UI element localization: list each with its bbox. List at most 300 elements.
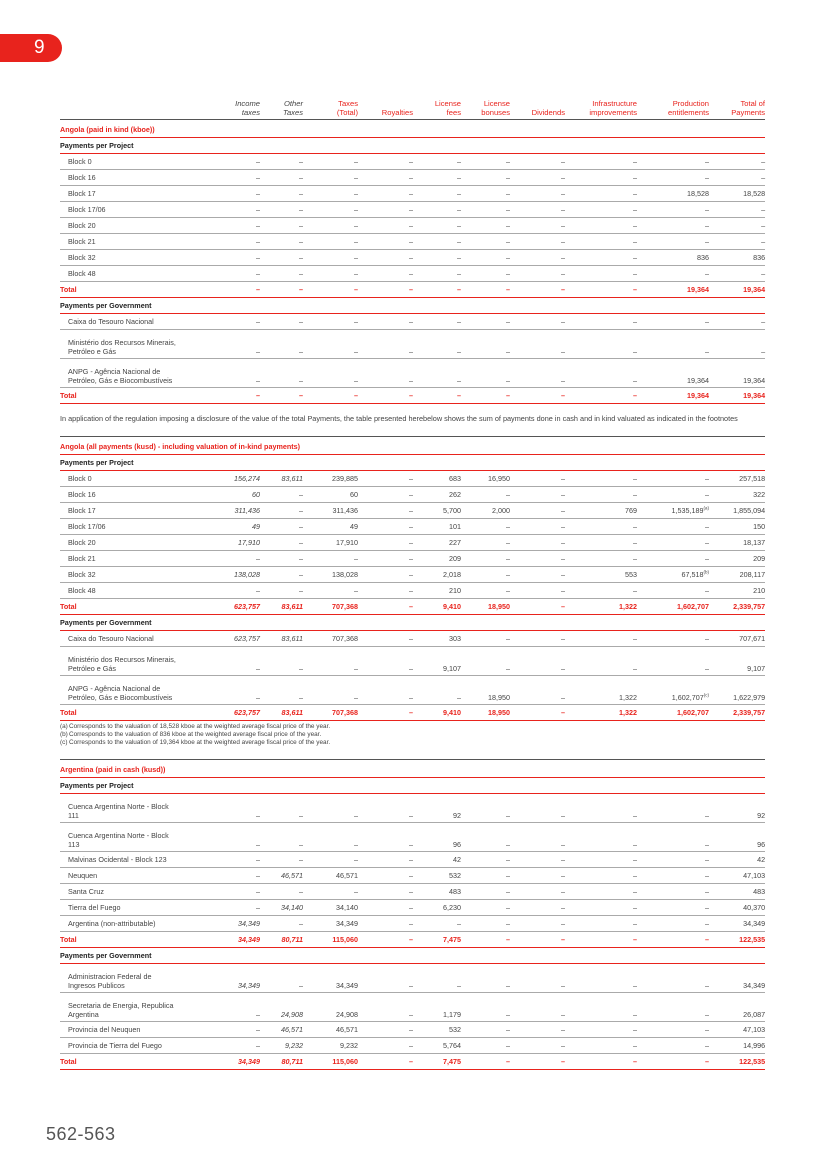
value-cell: – — [565, 250, 637, 266]
value-cell: – — [637, 883, 709, 899]
value-cell: – — [358, 502, 413, 518]
value-cell: – — [303, 266, 358, 282]
value-cell: – — [358, 675, 413, 704]
value-cell: 150 — [709, 518, 765, 534]
row-label: Argentina (non-attributable) — [60, 915, 217, 931]
government-row — [60, 359, 765, 388]
project-row — [60, 154, 765, 170]
value-cell: – — [217, 851, 260, 867]
row-label: Neuquen — [60, 867, 217, 883]
value-cell: – — [303, 154, 358, 170]
value-cell: – — [637, 234, 709, 250]
value-cell: 46,571 — [303, 867, 358, 883]
value-cell: – — [565, 470, 637, 486]
total-label: Total — [60, 282, 217, 298]
value-cell: 17,910 — [303, 534, 358, 550]
value-cell: – — [461, 359, 510, 388]
total-value: 18,950 — [461, 704, 510, 720]
total-value: – — [217, 282, 260, 298]
value-cell: – — [565, 534, 637, 550]
total-value: 623,757 — [217, 704, 260, 720]
value-cell: 60 — [303, 486, 358, 502]
angola-all-payments-table — [60, 436, 765, 721]
value-cell: 483 — [413, 883, 461, 899]
total-value: 9,410 — [413, 704, 461, 720]
value-cell: 303 — [413, 630, 461, 646]
total-value: 623,757 — [217, 598, 260, 614]
value-cell: 769 — [565, 502, 637, 518]
total-value: 122,535 — [709, 1053, 765, 1069]
value-cell: – — [637, 915, 709, 931]
value-cell: – — [413, 314, 461, 330]
value-cell: – — [461, 582, 510, 598]
value-cell: – — [565, 851, 637, 867]
value-cell: – — [565, 582, 637, 598]
value-cell: 5,700 — [413, 502, 461, 518]
value-cell: – — [260, 550, 303, 566]
value-cell: – — [461, 518, 510, 534]
project-row — [60, 883, 765, 899]
value-cell: – — [358, 470, 413, 486]
value-cell: – — [565, 234, 637, 250]
total-row — [60, 931, 765, 947]
project-row — [60, 518, 765, 534]
value-cell: – — [565, 963, 637, 992]
value-cell: – — [565, 899, 637, 915]
value-cell: – — [637, 154, 709, 170]
total-value: 19,364 — [709, 282, 765, 298]
project-row — [60, 550, 765, 566]
value-cell: – — [358, 915, 413, 931]
total-label: Total — [60, 1053, 217, 1069]
total-value: – — [303, 282, 358, 298]
row-label: Caixa do Tesouro Nacional — [60, 630, 217, 646]
value-cell: – — [510, 822, 565, 851]
value-cell: – — [260, 186, 303, 202]
col-taxes-total: Taxes (Total) — [336, 99, 358, 117]
row-label: Provincia de Tierra del Fuego — [60, 1037, 217, 1053]
value-cell: – — [510, 646, 565, 675]
value-cell: 46,571 — [260, 1021, 303, 1037]
value-cell: – — [358, 186, 413, 202]
value-cell: – — [358, 202, 413, 218]
value-cell: – — [358, 534, 413, 550]
value-cell: – — [637, 486, 709, 502]
total-value: 707,368 — [303, 598, 358, 614]
project-row — [60, 582, 765, 598]
value-cell: – — [637, 963, 709, 992]
value-cell: 16,950 — [461, 470, 510, 486]
value-cell: – — [303, 330, 358, 359]
value-cell: – — [413, 359, 461, 388]
total-label: Total — [60, 598, 217, 614]
value-cell: – — [565, 1037, 637, 1053]
value-cell: – — [461, 793, 510, 822]
value-cell: – — [260, 359, 303, 388]
value-cell: – — [637, 867, 709, 883]
col-infrastructure: Infrastructure improvements — [589, 99, 637, 117]
argentina-table — [60, 759, 765, 1070]
page-number-tab — [0, 34, 62, 62]
value-cell: – — [461, 314, 510, 330]
value-cell: 311,436 — [303, 502, 358, 518]
payments-per-project — [60, 454, 765, 470]
payments-per-government — [60, 614, 765, 630]
total-value: 1,602,707 — [637, 704, 709, 720]
value-cell: 532 — [413, 867, 461, 883]
total-value: – — [565, 1053, 637, 1069]
project-row — [60, 822, 765, 851]
value-cell: – — [358, 851, 413, 867]
value-cell: – — [565, 630, 637, 646]
value-cell: – — [303, 851, 358, 867]
value-cell: – — [358, 899, 413, 915]
value-cell: – — [637, 314, 709, 330]
value-cell: 42 — [413, 851, 461, 867]
value-cell: 707,368 — [303, 630, 358, 646]
value-cell: – — [510, 851, 565, 867]
value-cell: – — [217, 170, 260, 186]
value-cell: – — [637, 218, 709, 234]
payments-report — [60, 99, 765, 1070]
value-cell: – — [709, 218, 765, 234]
value-cell: – — [565, 992, 637, 1021]
value-cell: – — [461, 963, 510, 992]
total-value: – — [637, 931, 709, 947]
value-cell: 9,232 — [260, 1037, 303, 1053]
value-cell: – — [358, 793, 413, 822]
value-cell: 1,322 — [565, 675, 637, 704]
value-cell: – — [217, 899, 260, 915]
value-cell: – — [303, 170, 358, 186]
value-cell: 18,950 — [461, 675, 510, 704]
value-cell: 210 — [413, 582, 461, 598]
value-cell: 96 — [413, 822, 461, 851]
col-royalties: Royalties — [381, 108, 413, 117]
project-row — [60, 566, 765, 582]
project-row — [60, 867, 765, 883]
value-cell: – — [510, 675, 565, 704]
value-cell: 34,349 — [217, 915, 260, 931]
value-cell: – — [260, 202, 303, 218]
value-cell: 156,274 — [217, 470, 260, 486]
value-cell: 49 — [217, 518, 260, 534]
value-cell: – — [303, 186, 358, 202]
value-cell: – — [260, 915, 303, 931]
total-value: 83,611 — [260, 598, 303, 614]
value-cell: – — [510, 154, 565, 170]
value-cell: – — [260, 534, 303, 550]
value-cell: – — [565, 314, 637, 330]
total-value: 707,368 — [303, 704, 358, 720]
value-cell: 34,140 — [260, 899, 303, 915]
row-label: Provincia del Neuquen — [60, 1021, 217, 1037]
value-cell: – — [565, 202, 637, 218]
value-cell: – — [358, 330, 413, 359]
value-cell: – — [461, 266, 510, 282]
value-cell: – — [709, 202, 765, 218]
value-cell: – — [217, 359, 260, 388]
value-cell: – — [358, 867, 413, 883]
project-row — [60, 899, 765, 915]
value-cell: – — [461, 646, 510, 675]
value-cell: 483 — [709, 883, 765, 899]
row-label: Ministério dos Recursos Minerais, Petróleo e Gás — [60, 646, 217, 675]
col-production: Production entitlements — [668, 99, 709, 117]
value-cell: – — [510, 582, 565, 598]
value-cell: 34,349 — [709, 915, 765, 931]
section-title-text: Argentina (paid in cash (kusd)) — [60, 759, 765, 777]
value-cell: 34,349 — [303, 915, 358, 931]
government-row — [60, 992, 765, 1021]
row-label: Block 48 — [60, 582, 217, 598]
value-cell: – — [565, 550, 637, 566]
value-cell: 1,535,189$^{(a)}$ — [637, 502, 709, 518]
value-cell: – — [510, 186, 565, 202]
value-cell: – — [565, 486, 637, 502]
value-cell: – — [217, 867, 260, 883]
value-cell: – — [637, 582, 709, 598]
government-row — [60, 675, 765, 704]
total-value: 115,060 — [303, 931, 358, 947]
value-cell: 18,528 — [637, 186, 709, 202]
value-cell: 46,571 — [260, 867, 303, 883]
footnotes — [60, 723, 765, 747]
row-label: ANPG - Agência Nacional de Petróleo, Gás e Biocombustíveis — [60, 675, 217, 704]
value-cell: 210 — [709, 582, 765, 598]
value-cell: – — [260, 330, 303, 359]
value-cell: – — [637, 266, 709, 282]
total-value: 1,602,707 — [637, 598, 709, 614]
value-cell: – — [565, 822, 637, 851]
value-cell: – — [217, 582, 260, 598]
value-cell: 138,028 — [303, 566, 358, 582]
col-other-taxes: Other Taxes — [283, 99, 303, 117]
value-cell: – — [510, 915, 565, 931]
value-cell: – — [461, 883, 510, 899]
value-cell: – — [260, 566, 303, 582]
value-cell: – — [260, 314, 303, 330]
value-cell: – — [358, 154, 413, 170]
value-cell: – — [413, 186, 461, 202]
value-cell: – — [217, 992, 260, 1021]
total-row — [60, 388, 765, 404]
total-value: 122,535 — [709, 931, 765, 947]
total-value: – — [510, 598, 565, 614]
value-cell: – — [217, 793, 260, 822]
value-cell: – — [565, 518, 637, 534]
row-label: ANPG - Agência Nacional de Petróleo, Gás e Biocombustíveis — [60, 359, 217, 388]
value-cell: – — [637, 646, 709, 675]
col-total-payments: Total of Payments — [731, 99, 765, 117]
row-label: Administracion Federal de Ingresos Publicos — [60, 963, 217, 992]
value-cell: – — [413, 963, 461, 992]
value-cell: 67,518$^{(b)}$ — [637, 566, 709, 582]
row-label: Block 20 — [60, 218, 217, 234]
row-label: Malvinas Ocidental - Block 123 — [60, 851, 217, 867]
row-label: Block 17 — [60, 502, 217, 518]
value-cell: – — [217, 1037, 260, 1053]
value-cell: 34,140 — [303, 899, 358, 915]
value-cell: – — [358, 1021, 413, 1037]
value-cell: – — [260, 646, 303, 675]
payments-per-government — [60, 298, 765, 314]
value-cell: 138,028 — [217, 566, 260, 582]
value-cell: – — [565, 218, 637, 234]
payments-per-project — [60, 138, 765, 154]
value-cell: – — [358, 630, 413, 646]
total-value: – — [565, 931, 637, 947]
project-row — [60, 202, 765, 218]
value-cell: – — [637, 202, 709, 218]
value-cell: – — [358, 234, 413, 250]
project-row — [60, 170, 765, 186]
value-cell: 18,528 — [709, 186, 765, 202]
value-cell: 209 — [709, 550, 765, 566]
value-cell: – — [217, 883, 260, 899]
value-cell: – — [217, 250, 260, 266]
value-cell: – — [461, 1021, 510, 1037]
col-license-fees: License fees — [434, 99, 461, 117]
value-cell: – — [510, 566, 565, 582]
value-cell: 623,757 — [217, 630, 260, 646]
value-cell: 42 — [709, 851, 765, 867]
value-cell: – — [510, 1037, 565, 1053]
value-cell: – — [260, 963, 303, 992]
project-row — [60, 534, 765, 550]
value-cell: – — [303, 202, 358, 218]
payments-per-project-label: Payments per Project — [60, 454, 765, 470]
government-row — [60, 646, 765, 675]
row-label: Block 20 — [60, 534, 217, 550]
value-cell: 60 — [217, 486, 260, 502]
row-label: Block 0 — [60, 470, 217, 486]
project-row — [60, 502, 765, 518]
value-cell: – — [358, 566, 413, 582]
total-value: 7,475 — [413, 1053, 461, 1069]
value-cell: – — [637, 1021, 709, 1037]
total-value: – — [510, 704, 565, 720]
total-value: – — [461, 388, 510, 404]
value-cell: – — [260, 822, 303, 851]
row-label: Block 21 — [60, 550, 217, 566]
total-value: 2,339,757 — [709, 704, 765, 720]
government-row — [60, 330, 765, 359]
value-cell: – — [260, 250, 303, 266]
value-cell: – — [637, 518, 709, 534]
value-cell: 34,349 — [303, 963, 358, 992]
total-value: – — [217, 388, 260, 404]
section-title-text: Angola (all payments (kusd) - including valuation of in-kind payments) — [60, 436, 765, 454]
value-cell: – — [217, 314, 260, 330]
row-label: Santa Cruz — [60, 883, 217, 899]
value-cell: – — [565, 170, 637, 186]
row-label: Block 48 — [60, 266, 217, 282]
value-cell: – — [709, 330, 765, 359]
value-cell: – — [217, 646, 260, 675]
value-cell: – — [565, 186, 637, 202]
value-cell: – — [217, 266, 260, 282]
value-cell: – — [565, 266, 637, 282]
angola-in-kind-table — [60, 119, 765, 404]
value-cell: – — [358, 646, 413, 675]
value-cell: – — [358, 582, 413, 598]
value-cell: 1,602,707$^{(c)}$ — [637, 675, 709, 704]
total-value: – — [413, 282, 461, 298]
total-label: Total — [60, 704, 217, 720]
value-cell: 836 — [637, 250, 709, 266]
total-value: – — [461, 1053, 510, 1069]
value-cell: – — [510, 502, 565, 518]
disclosure-paragraph: In application of the regulation imposing a disclosure of the value of the total Payments, the table presented herebelow shows the sum of payments done in cash and in kind valuated as indicated in the footnotes — [60, 414, 738, 423]
value-cell: 9,232 — [303, 1037, 358, 1053]
col-income-taxes: Income taxes — [235, 99, 260, 117]
row-label: Block 17/06 — [60, 202, 217, 218]
section-title — [60, 120, 765, 138]
value-cell: – — [565, 915, 637, 931]
project-row — [60, 470, 765, 486]
project-row — [60, 266, 765, 282]
row-label: Block 32 — [60, 566, 217, 582]
total-value: – — [358, 1053, 413, 1069]
footnote: (a)Corresponds to the valuation of 18,528 kboe at the weighted average fiscal price of the year. — [60, 722, 331, 730]
payments-per-project — [60, 777, 765, 793]
value-cell: – — [461, 250, 510, 266]
value-cell: – — [461, 330, 510, 359]
value-cell: – — [510, 1021, 565, 1037]
row-label: Block 21 — [60, 234, 217, 250]
payments-per-project-label: Payments per Project — [60, 138, 765, 154]
value-cell: 92 — [709, 793, 765, 822]
government-row — [60, 1021, 765, 1037]
value-cell: – — [303, 250, 358, 266]
value-cell: 96 — [709, 822, 765, 851]
total-value: – — [260, 282, 303, 298]
row-label: Block 0 — [60, 154, 217, 170]
value-cell: – — [260, 486, 303, 502]
value-cell: – — [565, 883, 637, 899]
payments-per-government — [60, 947, 765, 963]
total-value: 9,410 — [413, 598, 461, 614]
total-label: Total — [60, 388, 217, 404]
value-cell: – — [510, 867, 565, 883]
value-cell: – — [260, 675, 303, 704]
value-cell: – — [461, 186, 510, 202]
value-cell: 9,107 — [709, 646, 765, 675]
value-cell: 532 — [413, 1021, 461, 1037]
total-value: – — [510, 282, 565, 298]
value-cell: – — [510, 518, 565, 534]
value-cell: – — [510, 992, 565, 1021]
value-cell: – — [637, 630, 709, 646]
total-value: – — [358, 931, 413, 947]
value-cell: – — [358, 992, 413, 1021]
value-cell: – — [358, 486, 413, 502]
total-value: 34,349 — [217, 931, 260, 947]
total-value: – — [461, 931, 510, 947]
value-cell: 5,764 — [413, 1037, 461, 1053]
total-value: – — [565, 388, 637, 404]
government-row — [60, 963, 765, 992]
value-cell: 262 — [413, 486, 461, 502]
value-cell: – — [358, 170, 413, 186]
total-value: – — [358, 598, 413, 614]
total-value: 83,611 — [260, 704, 303, 720]
value-cell: – — [565, 359, 637, 388]
value-cell: – — [260, 793, 303, 822]
value-cell: – — [358, 218, 413, 234]
row-label: Secretaria de Energia, Republica Argentina — [60, 992, 217, 1021]
